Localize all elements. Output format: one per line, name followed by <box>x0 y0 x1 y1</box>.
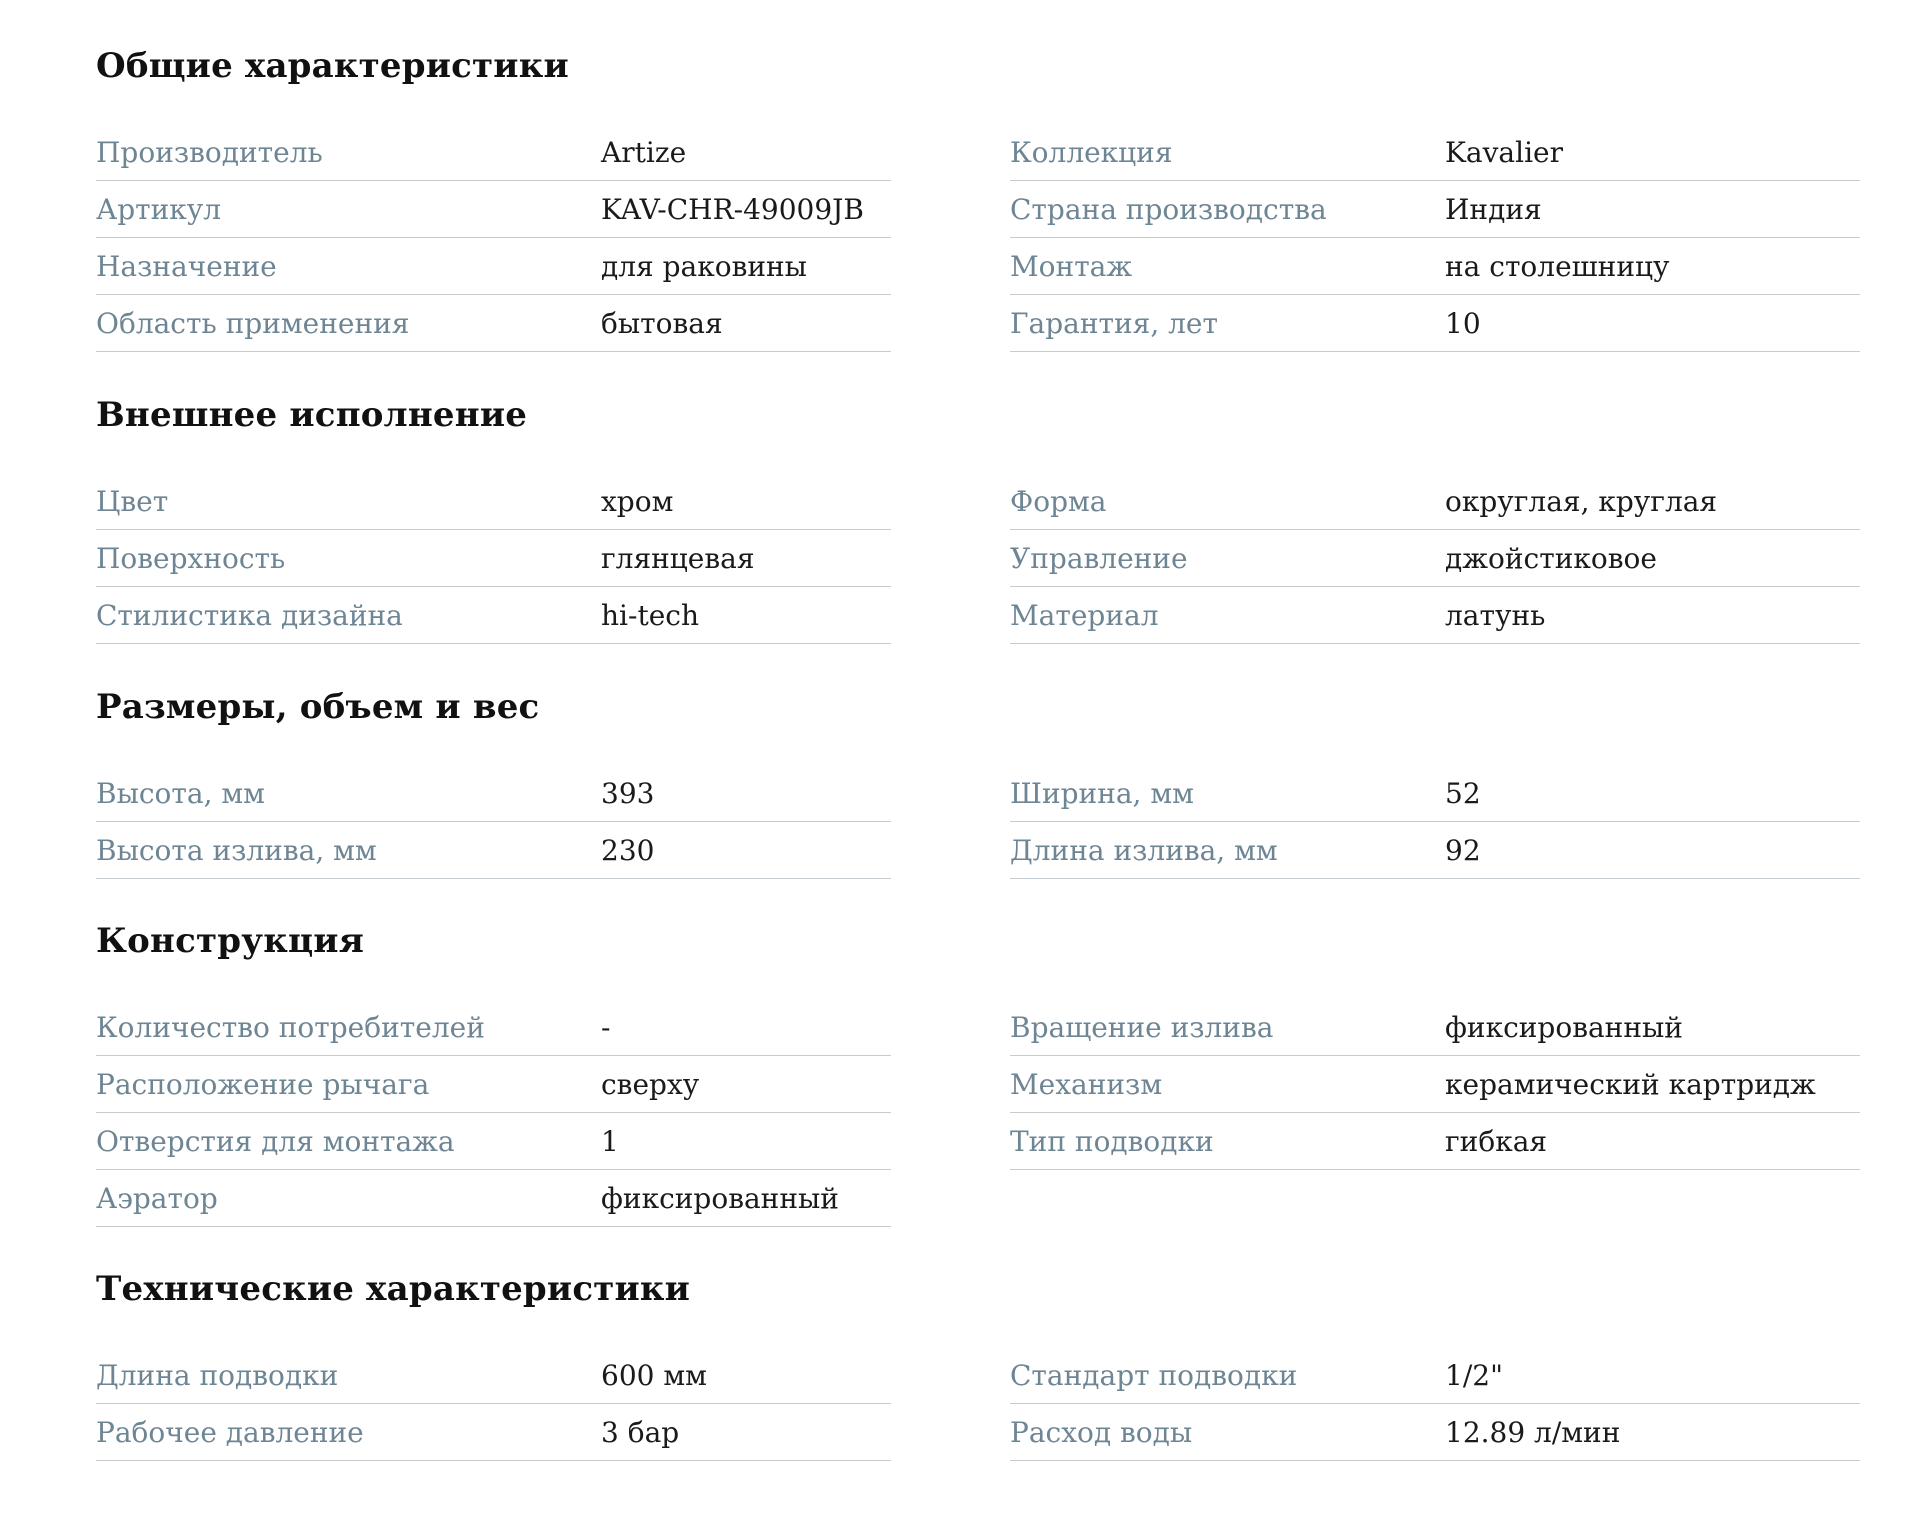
spec-label: Высота излива, мм <box>96 834 377 867</box>
spec-label: Аэратор <box>96 1182 218 1215</box>
spec-value: латунь <box>1445 599 1546 632</box>
spec-row <box>96 1000 891 1056</box>
section-title: Технические характеристики <box>96 1269 691 1309</box>
spec-row <box>1010 1348 1860 1404</box>
spec-value: округлая, круглая <box>1445 485 1718 518</box>
spec-row <box>1010 823 1860 879</box>
spec-label: Ширина, мм <box>1010 777 1194 810</box>
spec-value: бытовая <box>601 307 723 340</box>
spec-value: 1/2" <box>1445 1359 1503 1392</box>
spec-label: Форма <box>1010 485 1107 518</box>
spec-label: Производитель <box>96 136 323 169</box>
spec-row <box>96 1348 891 1404</box>
spec-row <box>1010 531 1860 587</box>
spec-value: KAV-CHR-49009JB <box>601 193 864 226</box>
spec-value: 3 бар <box>601 1416 680 1449</box>
spec-value: керамический картридж <box>1445 1068 1816 1101</box>
spec-value: на столешницу <box>1445 250 1670 283</box>
spec-label: Материал <box>1010 599 1159 632</box>
spec-label: Тип подводки <box>1010 1125 1214 1158</box>
spec-row <box>1010 766 1860 822</box>
spec-label: Гарантия, лет <box>1010 307 1218 340</box>
spec-value: hi-tech <box>601 599 699 632</box>
spec-label: Расположение рычага <box>96 1068 430 1101</box>
spec-label: Коллекция <box>1010 136 1173 169</box>
spec-value: Artize <box>601 136 687 169</box>
spec-value: 12.89 л/мин <box>1445 1416 1621 1449</box>
section-title: Общие характеристики <box>96 46 569 86</box>
spec-label: Поверхность <box>96 542 286 575</box>
spec-label: Количество потребителей <box>96 1011 485 1044</box>
spec-value: для раковины <box>601 250 807 283</box>
spec-row <box>1010 1000 1860 1056</box>
section-technical <box>96 1264 1860 1449</box>
spec-row <box>96 1057 891 1113</box>
spec-value: глянцевая <box>601 542 755 575</box>
spec-row <box>96 296 891 352</box>
spec-row <box>96 1171 891 1227</box>
spec-row <box>1010 125 1860 181</box>
spec-label: Механизм <box>1010 1068 1163 1101</box>
spec-value: Kavalier <box>1445 136 1563 169</box>
spec-value: фиксированный <box>601 1182 839 1215</box>
spec-label: Стилистика дизайна <box>96 599 403 632</box>
spec-row <box>96 474 891 530</box>
spec-row <box>1010 588 1860 644</box>
spec-label: Рабочее давление <box>96 1416 364 1449</box>
spec-value: гибкая <box>1445 1125 1548 1158</box>
spec-row <box>96 1114 891 1170</box>
spec-column-right <box>1010 474 1860 644</box>
spec-label: Монтаж <box>1010 250 1133 283</box>
spec-row <box>1010 1057 1860 1113</box>
spec-column-left <box>96 766 891 879</box>
spec-label: Вращение излива <box>1010 1011 1274 1044</box>
spec-label: Расход воды <box>1010 1416 1193 1449</box>
spec-row <box>1010 474 1860 530</box>
spec-row <box>96 588 891 644</box>
spec-row <box>1010 1114 1860 1170</box>
spec-column-left <box>96 1348 891 1461</box>
spec-value: 230 <box>601 834 655 867</box>
spec-value: сверху <box>601 1068 700 1101</box>
spec-value: 600 мм <box>601 1359 707 1392</box>
spec-label: Страна производства <box>1010 193 1327 226</box>
spec-label: Артикул <box>96 193 222 226</box>
spec-row <box>1010 296 1860 352</box>
spec-label: Длина излива, мм <box>1010 834 1278 867</box>
section-title: Размеры, объем и вес <box>96 687 540 727</box>
spec-column-right <box>1010 766 1860 879</box>
spec-label: Цвет <box>96 485 169 518</box>
spec-row <box>96 823 891 879</box>
spec-value: 1 <box>601 1125 619 1158</box>
spec-row <box>96 125 891 181</box>
spec-column-right <box>1010 1000 1860 1170</box>
spec-value: фиксированный <box>1445 1011 1683 1044</box>
section-general <box>96 41 1860 340</box>
spec-value: 10 <box>1445 307 1481 340</box>
spec-label: Отверстия для монтажа <box>96 1125 455 1158</box>
spec-value: - <box>601 1011 611 1044</box>
section-title: Внешнее исполнение <box>96 395 528 435</box>
section-title: Конструкция <box>96 921 365 961</box>
spec-value: хром <box>601 485 674 518</box>
spec-label: Высота, мм <box>96 777 265 810</box>
spec-label: Длина подводки <box>96 1359 339 1392</box>
spec-label: Область применения <box>96 307 410 340</box>
spec-column-left <box>96 125 891 352</box>
spec-row <box>96 766 891 822</box>
spec-value: 52 <box>1445 777 1481 810</box>
spec-row <box>96 531 891 587</box>
spec-value: Индия <box>1445 193 1542 226</box>
section-appearance <box>96 390 1860 632</box>
spec-column-right <box>1010 1348 1860 1461</box>
spec-column-left <box>96 1000 891 1227</box>
spec-column-right <box>1010 125 1860 352</box>
spec-value: джойстиковое <box>1445 542 1657 575</box>
spec-value: 92 <box>1445 834 1481 867</box>
spec-column-left <box>96 474 891 644</box>
section-construction <box>96 916 1860 1215</box>
spec-row <box>1010 239 1860 295</box>
spec-row <box>96 1405 891 1461</box>
spec-label: Управление <box>1010 542 1188 575</box>
spec-row <box>96 239 891 295</box>
section-dimensions <box>96 682 1860 867</box>
spec-row <box>96 182 891 238</box>
spec-label: Стандарт подводки <box>1010 1359 1298 1392</box>
spec-row <box>1010 1405 1860 1461</box>
spec-value: 393 <box>601 777 655 810</box>
spec-label: Назначение <box>96 250 277 283</box>
spec-row <box>1010 182 1860 238</box>
